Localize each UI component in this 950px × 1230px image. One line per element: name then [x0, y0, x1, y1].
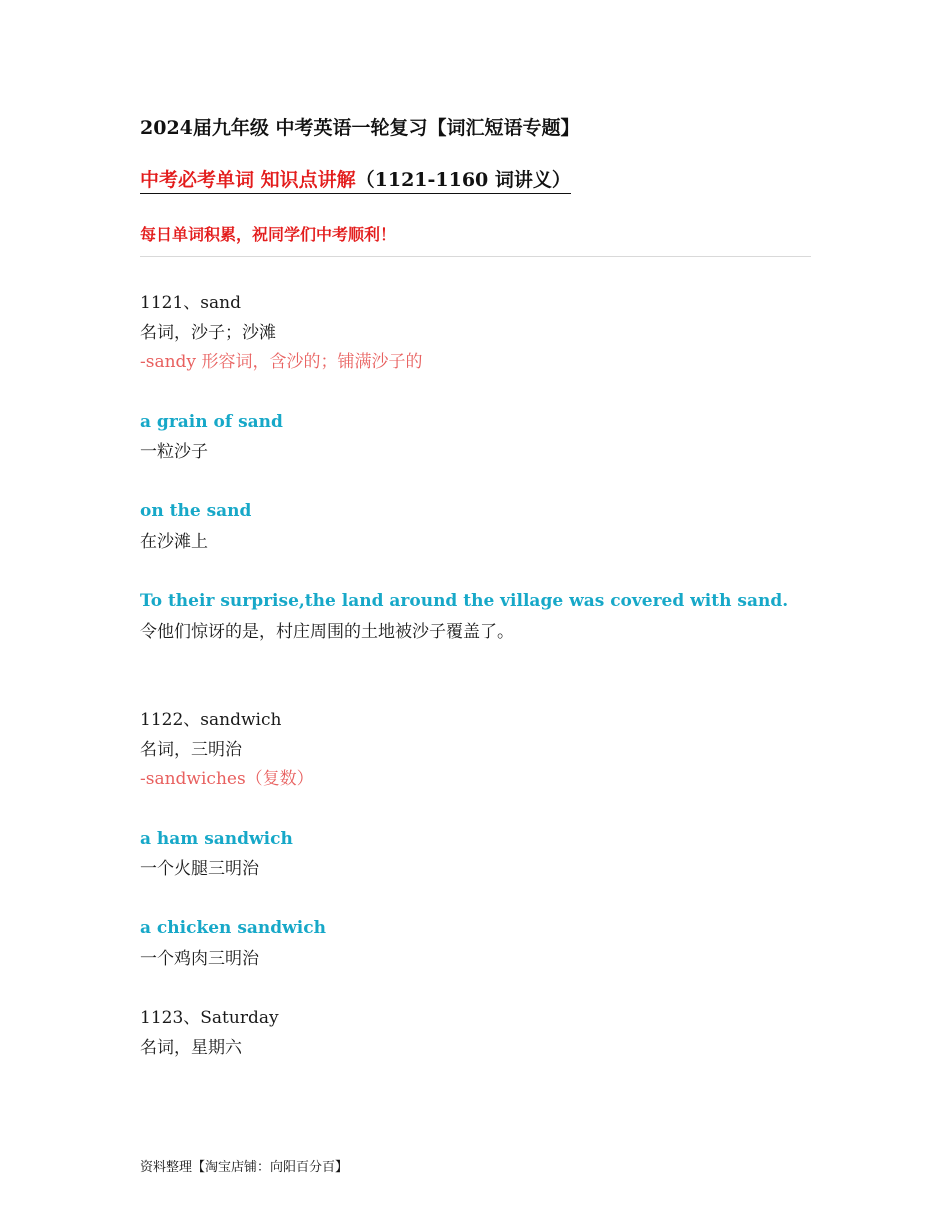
entry-heading-1121: 1121、sand: [140, 293, 241, 313]
phrase-cn-1121-1: 一粒沙子: [140, 442, 208, 462]
phrase-cn-1121-2: 在沙滩上: [140, 532, 208, 552]
subtitle-black-part: （1121-1160 词讲义）: [355, 169, 571, 191]
subtitle-red-part: 中考必考单词 知识点讲解: [140, 169, 356, 191]
slogan: 每日单词积累，祝同学们中考顺利！: [140, 225, 397, 244]
phrase-1122-1: a ham sandwich: [140, 829, 293, 849]
document-title: 2024届九年级 中考英语一轮复习【词汇短语专题】: [140, 117, 580, 139]
phrase-1121-1: a grain of sand: [140, 412, 283, 432]
example-1121: To their surprise,the land around the village was covered with sand.: [140, 591, 789, 611]
example-cn-1121: 令他们惊讶的是，村庄周围的土地被沙子覆盖了。: [140, 622, 514, 642]
phrase-1121-2: on the sand: [140, 501, 252, 521]
phrase-cn-1122-2: 一个鸡肉三明治: [140, 949, 259, 969]
entry-derivative-1122: -sandwiches（复数）: [140, 769, 314, 789]
entry-pos-1122: 名词，三明治: [140, 740, 242, 760]
phrase-1122-2: a chicken sandwich: [140, 918, 326, 938]
entry-heading-1123: 1123、Saturday: [140, 1008, 279, 1028]
phrase-cn-1122-1: 一个火腿三明治: [140, 859, 259, 879]
entry-derivative-1121: -sandy 形容词，含沙的；铺满沙子的: [140, 352, 423, 372]
divider: [140, 256, 811, 257]
entry-pos-1123: 名词，星期六: [140, 1038, 242, 1058]
entry-heading-1122: 1122、sandwich: [140, 710, 282, 730]
page-footer: 资料整理【淘宝店铺：向阳百分百】: [140, 1160, 349, 1175]
entry-pos-1121: 名词，沙子；沙滩: [140, 323, 276, 343]
document-subtitle: [140, 168, 571, 194]
